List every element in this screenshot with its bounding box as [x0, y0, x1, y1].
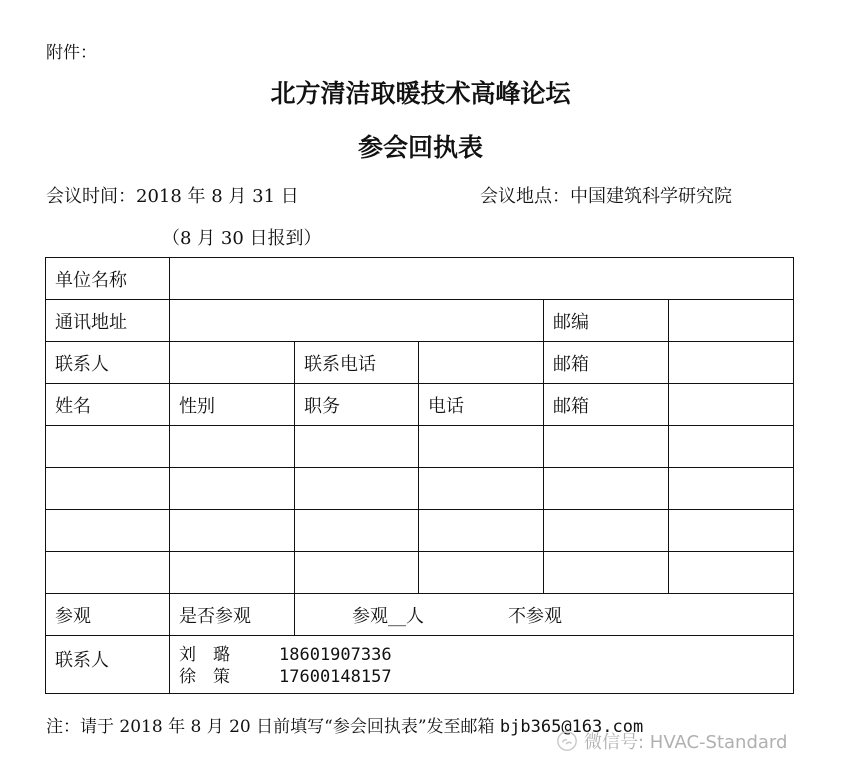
email-label: 邮箱: [544, 342, 669, 384]
contact-entry: [179, 644, 793, 666]
attendee-phone-cell[interactable]: [419, 510, 544, 552]
contact-entry: [179, 666, 793, 688]
attendee-gender-cell[interactable]: [170, 510, 295, 552]
contact-name: 刘 璐: [179, 644, 230, 665]
attendee-position-cell[interactable]: [295, 552, 419, 594]
attendee-name-cell[interactable]: [46, 552, 170, 594]
attendee-name-cell[interactable]: [46, 468, 170, 510]
col-phone-header: 电话: [419, 384, 544, 426]
attendee-phone-cell[interactable]: [419, 468, 544, 510]
org-name-field[interactable]: [170, 258, 794, 300]
attendee-email-cell[interactable]: [544, 552, 669, 594]
attendee-name-cell[interactable]: [46, 426, 170, 468]
visit-label: 参观: [46, 594, 170, 636]
attendee-position-cell[interactable]: [295, 510, 419, 552]
attendee-name-cell[interactable]: [46, 510, 170, 552]
contacts-list: [170, 636, 794, 694]
contact-person-field[interactable]: [170, 342, 295, 384]
attendee-row: [46, 510, 794, 552]
attendee-extra-cell[interactable]: [669, 426, 794, 468]
attendee-email-cell[interactable]: [544, 468, 669, 510]
attendee-phone-cell[interactable]: [419, 426, 544, 468]
attendee-email-cell[interactable]: [544, 426, 669, 468]
address-row: [46, 300, 794, 342]
receipt-form-table: [45, 257, 794, 694]
attendee-extra-cell[interactable]: [669, 510, 794, 552]
attendee-gender-cell[interactable]: [170, 426, 295, 468]
watermark-text: 微信号: HVAC-Standard: [584, 732, 788, 753]
contact-phone-field[interactable]: [419, 342, 544, 384]
visit-options: [295, 594, 794, 636]
attendee-gender-cell[interactable]: [170, 468, 295, 510]
meeting-time: 会议时间：2018 年 8 月 31 日: [46, 186, 299, 207]
contact-phone: 18601907336: [279, 644, 392, 665]
header-blank-cell: [669, 384, 794, 426]
note-email: bjb365@163.com: [499, 717, 644, 737]
visit-row: [46, 594, 794, 636]
org-row: [46, 258, 794, 300]
address-label: 通讯地址: [46, 300, 170, 342]
contacts-label: 联系人: [46, 636, 170, 694]
col-name-header: 姓名: [46, 384, 170, 426]
page-subtitle: 参会回执表: [357, 133, 483, 162]
attendee-header-row: [46, 384, 794, 426]
visit-yes-option[interactable]: 参观__人: [352, 605, 424, 627]
postcode-label: 邮编: [544, 300, 669, 342]
meeting-place: 会议地点：中国建筑科学研究院: [480, 186, 732, 207]
contact-phone: 17600148157: [279, 666, 392, 687]
wechat-icon: [556, 730, 578, 752]
contacts-row: [46, 636, 794, 694]
note-text: 注：请于 2018 年 8 月 20 日前填写“参会回执表”发至邮箱: [46, 717, 500, 737]
contact-row: [46, 342, 794, 384]
attendee-row: [46, 468, 794, 510]
col-email-header: 邮箱: [544, 384, 669, 426]
postcode-field[interactable]: [669, 300, 794, 342]
attachment-label: 附件：: [46, 43, 97, 63]
attendee-extra-cell[interactable]: [669, 468, 794, 510]
attendee-phone-cell[interactable]: [419, 552, 544, 594]
contact-name: 徐 策: [179, 666, 230, 687]
page-title: 北方清洁取暖技术高峰论坛: [270, 79, 571, 108]
attendee-extra-cell[interactable]: [669, 552, 794, 594]
checkin-note: （8 月 30 日报到）: [162, 228, 322, 249]
submission-note: [46, 712, 643, 737]
attendee-email-cell[interactable]: [544, 510, 669, 552]
contact-person-label: 联系人: [46, 342, 170, 384]
attendee-gender-cell[interactable]: [170, 552, 295, 594]
address-field[interactable]: [170, 300, 544, 342]
attendee-position-cell[interactable]: [295, 468, 419, 510]
col-position-header: 职务: [295, 384, 419, 426]
visit-question: 是否参观: [170, 594, 295, 636]
email-field[interactable]: [669, 342, 794, 384]
contact-phone-label: 联系电话: [295, 342, 419, 384]
attendee-row: [46, 552, 794, 594]
col-gender-header: 性别: [170, 384, 295, 426]
attendee-position-cell[interactable]: [295, 426, 419, 468]
attendee-row: [46, 426, 794, 468]
wechat-watermark: [556, 728, 787, 754]
org-name-label: 单位名称: [46, 258, 170, 300]
visit-no-option[interactable]: 不参观: [508, 605, 562, 627]
